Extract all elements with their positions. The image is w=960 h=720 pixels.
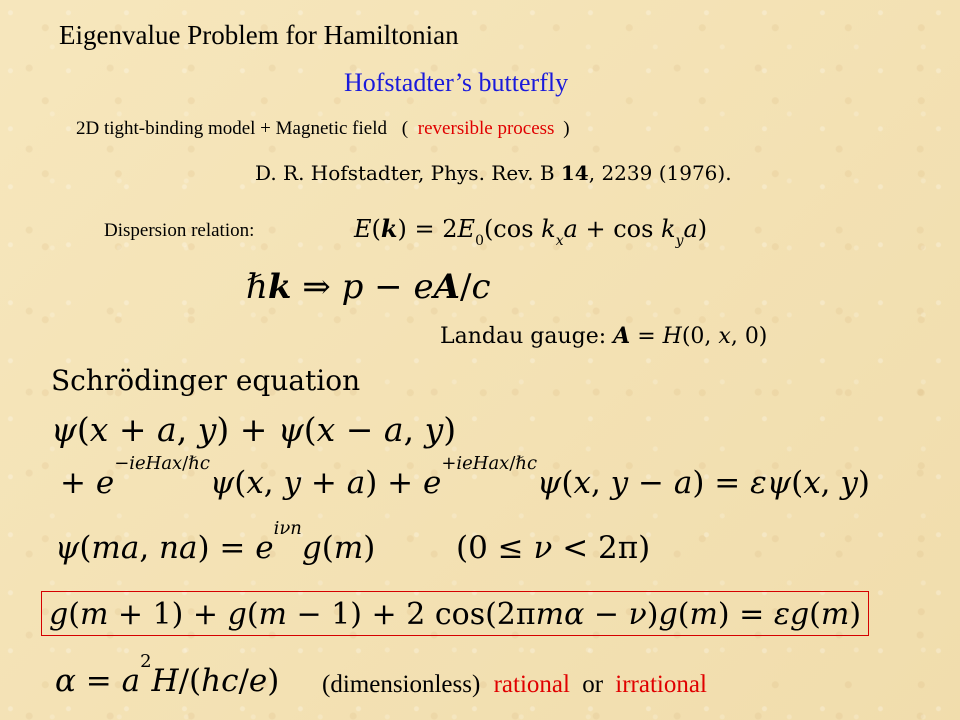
substitution-equation: ℏk ⇒ p − eA/c	[246, 267, 491, 307]
slide-subtitle: Hofstadter’s butterfly	[344, 68, 569, 97]
rational-label: rational	[493, 671, 570, 698]
schrodinger-heading: Schrödinger equation	[51, 364, 361, 397]
alpha-nature-text	[322, 672, 707, 697]
dimensionless-label: (dimensionless)	[322, 671, 481, 698]
model-description	[76, 119, 570, 138]
or-label: or	[582, 671, 604, 698]
reference-citation: D. R. Hofstadter, Phys. Rev. B 14, 2239 (1976).	[255, 161, 732, 185]
alpha-definition: $\alpha = a^2H/(hc/e)$	[55, 650, 280, 699]
dispersion-label: Dispersion relation:	[104, 220, 255, 241]
model-close-paren: )	[563, 118, 570, 139]
slide-title: Eigenvalue Problem for Hamiltonian	[59, 20, 459, 50]
schrodinger-equation-line-2: + $e^{-ieHax/\hbar c}\psi(x$, $y + a) + e^{+ieHax/\hbar c}\psi(x$, y − a) = εψ(x, y)	[60, 452, 871, 501]
irrational-label: irrational	[615, 671, 707, 698]
model-note: reversible process	[417, 118, 555, 139]
model-open-paren: (	[401, 118, 409, 139]
bloch-equation: ψ(ma, $na) = e^{i\nu n}g(m)$	[55, 517, 376, 566]
dispersion-equation: $E(k) = 2E_0(\cos$ $k_xa + \cos k_ya$)	[354, 214, 708, 250]
model-text: 2D tight-binding model + Magnetic field	[76, 118, 387, 139]
harper-equation-box	[41, 591, 869, 636]
harper-equation: g(m + 1) + g(m − 1) + 2 cos(2πmα − ν)g(m) = εg(m)	[49, 597, 862, 632]
landau-gauge: Landau gauge: A = H(0, x, 0)	[440, 323, 768, 349]
nu-range: (0 ≤ ν < 2π)	[456, 530, 651, 566]
schrodinger-equation-line-1: ψ(x + a, y) + ψ(x − a, y)	[51, 410, 457, 449]
